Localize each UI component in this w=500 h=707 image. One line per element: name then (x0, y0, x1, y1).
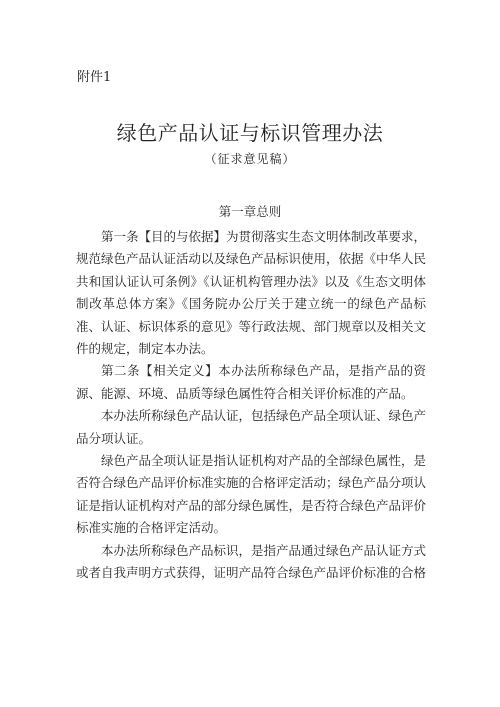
document-title: 绿色产品认证与标识管理办法 (116, 121, 384, 145)
paragraph-article-2: 第二条【相关定义】本办法所称绿色产品，是指产品的资源、能源、环境、品质等绿色属性符合相关评价标准的产品。 (76, 363, 426, 401)
paragraph-certification-definition: 本办法所称绿色产品认证，包括绿色产品全项认证、绿色产品分项认证。 (76, 408, 427, 446)
document-subtitle: （征求意见稿） (204, 152, 296, 166)
paragraph-article-1: 第一条【目的与依据】为贯彻落实生态文明体制改革要求，规范绿色产品认证活动以及绿色产品标识使用，依据《中华人民共和国认证认可条例》《认证机构管理办法》以及《生态文明体制改革总体方案》《国务院办公厅关于建立统一的绿色产品标准、认证、标识体系的意见》等行政法规、部门规章以及相关文件的规定，制定本办法。 (76, 229, 427, 357)
chapter-heading: 第一章总则 (218, 204, 282, 219)
document-body (76, 226, 426, 585)
paragraph-full-and-partial-certification: 绿色产品全项认证是指认证机构对产品的全部绿色属性，是否符合绿色产品评价标准实施的合格评定活动；绿色产品分项认证是指认证机构对产品的部分绿色属性，是否符合绿色产品评价标准实施的合格评定活动。 (76, 453, 427, 536)
paragraph-label-definition: 本办法所称绿色产品标识，是指产品通过绿色产品认证方式或者自我声明方式获得，证明产品符合绿色产品评价标准的合格 (76, 542, 427, 581)
attachment-label: 附件1 (77, 70, 112, 85)
